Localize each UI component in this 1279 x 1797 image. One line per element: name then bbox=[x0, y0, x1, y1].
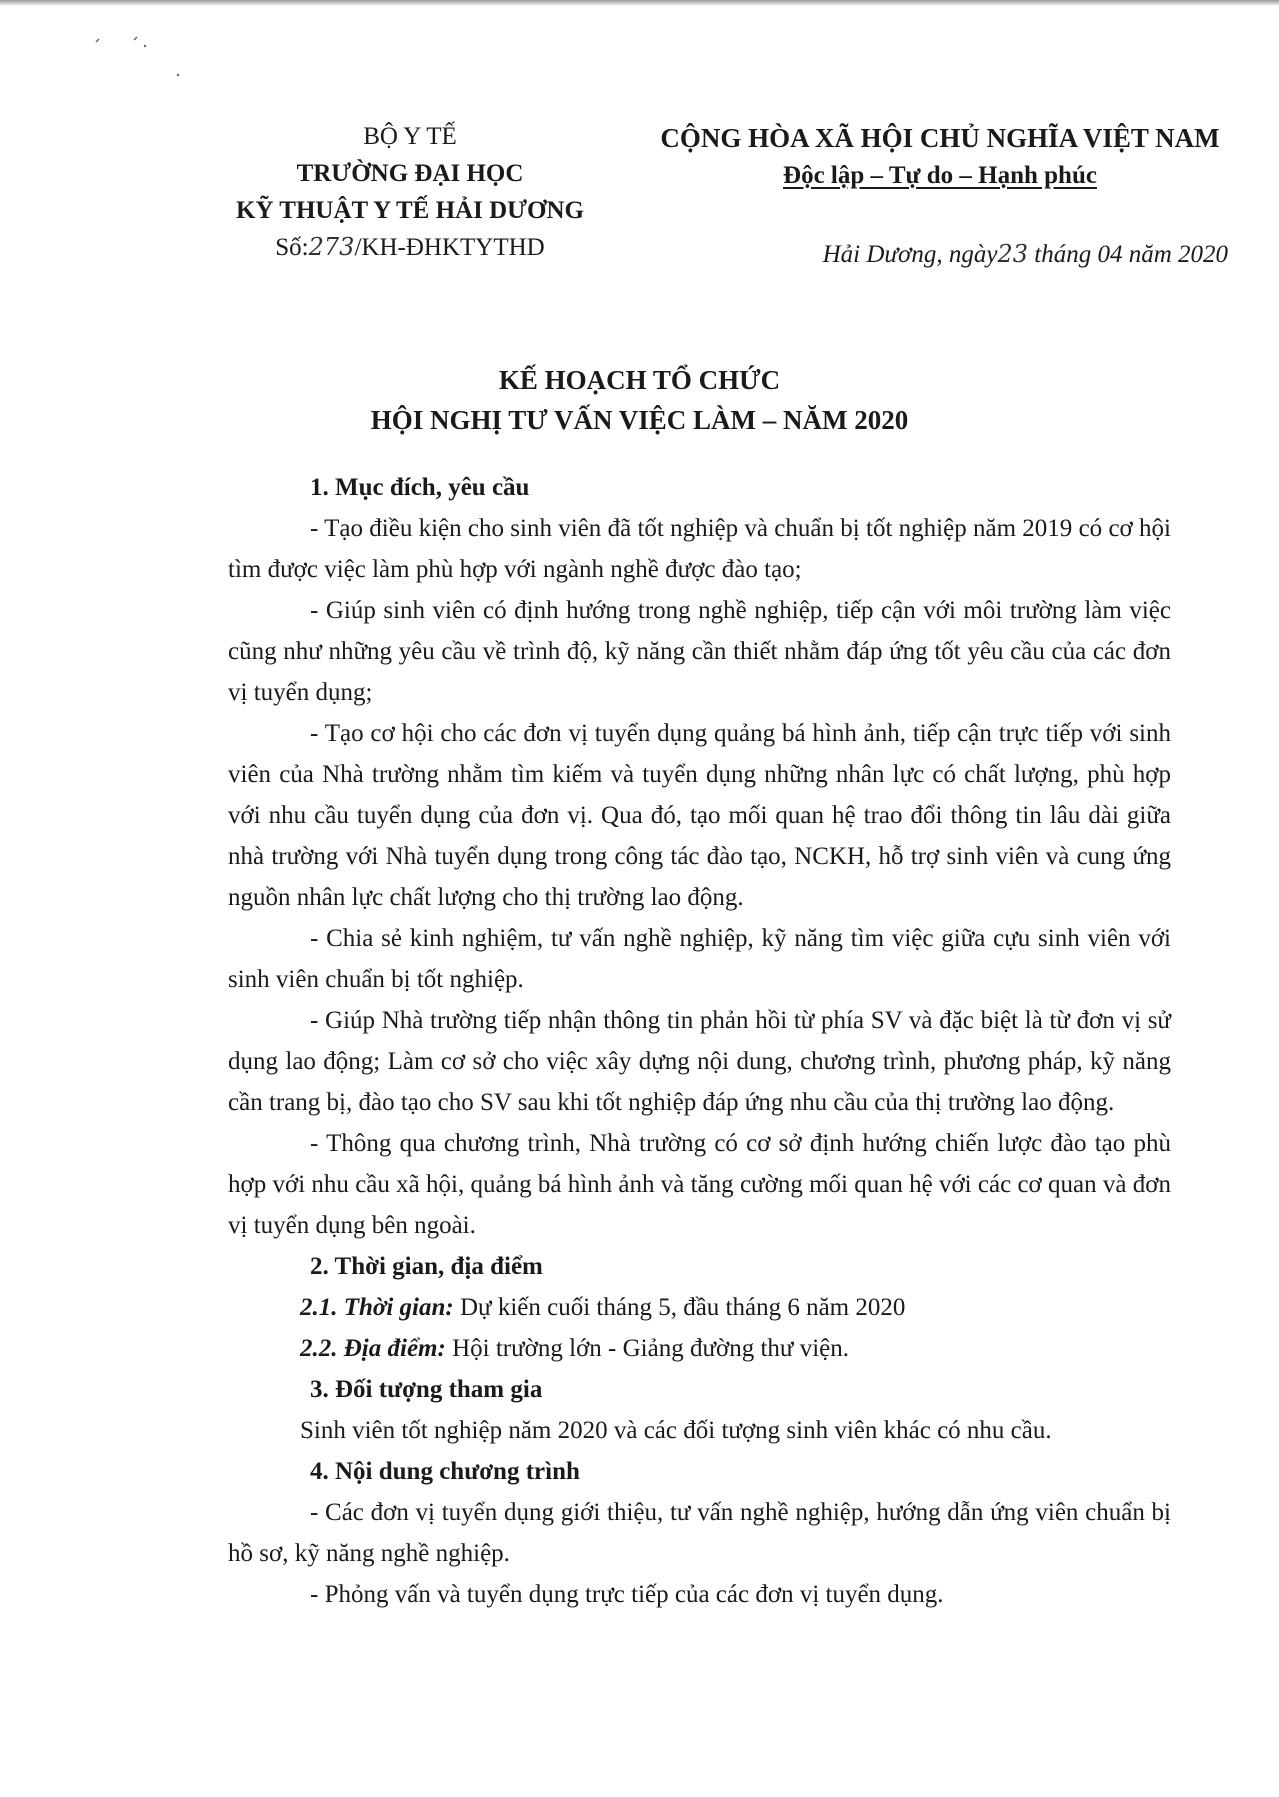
title-line2: HỘI NGHỊ TƯ VẤN VIỆC LÀM – NĂM 2020 bbox=[370, 405, 909, 435]
ref-number-handwritten: 273 bbox=[308, 233, 355, 261]
title-line1: KẾ HOẠCH TỔ CHỨC bbox=[498, 365, 781, 395]
ref-prefix: Số: bbox=[275, 234, 309, 261]
date-day-handwritten: 23 bbox=[997, 240, 1028, 268]
school-name-line1: TRƯỜNG ĐẠI HỌC bbox=[296, 160, 524, 187]
national-heading bbox=[640, 120, 1240, 194]
section-1-paragraph-3: - Tạo cơ hội cho các đơn vị tuyển dụng quảng bá hình ảnh, tiếp cận trực tiếp với sinh viên của Nhà trường nhằm tìm kiếm và tuyển dụng những nhân lực có chất lượng, phù hợp với nhu cầu tuyển dụng của đơn vị. Qua đó, tạo mối quan hệ trao đổi thông tin lâu dài giữa nhà trường với Nhà tuyển dụng trong công tác đào tạo, NCKH, hỗ trợ sinh viên và cung ứng nguồn nhân lực chất lượng cho thị trường lao động. bbox=[228, 720, 1171, 911]
section-4-paragraph-1: - Các đơn vị tuyển dụng giới thiệu, tư vấn nghề nghiệp, hướng dẫn ứng viên chuẩn bị hồ sơ, kỹ năng nghề nghiệp. bbox=[228, 1499, 1171, 1567]
ref-suffix: /KH-ĐHKTYTHD bbox=[354, 234, 545, 261]
section-2-time: 2.1. Thời gian: Dự kiến cuối tháng 5, đầu tháng 6 năm 2020 bbox=[300, 1294, 906, 1321]
section-3-heading: 3. Đối tượng tham gia bbox=[310, 1376, 543, 1403]
ministry-name: BỘ Y TẾ bbox=[363, 123, 457, 150]
section-1-paragraph-6: - Thông qua chương trình, Nhà trường có cơ sở định hướng chiến lược đào tạo phù hợp với nhu cầu xã hội, quảng bá hình ảnh và tăng cường mối quan hệ với các cơ quan và đơn vị tuyển dụng bên ngoài. bbox=[228, 1130, 1171, 1239]
section-1-heading: 1. Mục đích, yêu cầu bbox=[310, 474, 530, 501]
section-1-paragraph-4: - Chia sẻ kinh nghiệm, tư vấn nghề nghiệp, kỹ năng tìm việc giữa cựu sinh viên với sinh viên chuẩn bị tốt nghiệp. bbox=[228, 925, 1171, 993]
place-and-date bbox=[640, 240, 1240, 269]
nation-name: CỘNG HÒA XÃ HỘI CHỦ NGHĨA VIỆT NAM bbox=[660, 123, 1220, 153]
document-number bbox=[200, 229, 620, 266]
issuing-authority bbox=[200, 118, 620, 266]
section-1-paragraph-2: - Giúp sinh viên có định hướng trong nghề nghiệp, tiếp cận với môi trường làm việc cũng như những yêu cầu về trình độ, kỹ năng cần thiết nhằm đáp ứng tốt yêu cầu của các đơn vị tuyển dụng; bbox=[228, 597, 1171, 706]
national-motto: Độc lập – Tự do – Hạnh phúc bbox=[783, 162, 1097, 189]
scan-specks bbox=[0, 0, 200, 90]
section-2-place: 2.2. Địa điểm: Hội trường lớn - Giảng đường thư viện. bbox=[300, 1335, 850, 1362]
school-name-line2: KỸ THUẬT Y TẾ HẢI DƯƠNG bbox=[236, 197, 584, 224]
document-title bbox=[0, 360, 1279, 440]
section-1-paragraph-1: - Tạo điều kiện cho sinh viên đã tốt nghiệp và chuẩn bị tốt nghiệp năm 2019 có cơ hội tìm được việc làm phù hợp với ngành nghề được đào tạo; bbox=[228, 515, 1171, 583]
document-body bbox=[228, 467, 1171, 1615]
section-3-paragraph-1: Sinh viên tốt nghiệp năm 2020 và các đối tượng sinh viên khác có nhu cầu. bbox=[300, 1417, 1052, 1444]
section-2-heading: 2. Thời gian, địa điểm bbox=[310, 1253, 543, 1280]
section-1-paragraph-5: - Giúp Nhà trường tiếp nhận thông tin phản hồi từ phía SV và đặc biệt là từ đơn vị sử dụng lao động; Làm cơ sở cho việc xây dựng nội dung, chương trình, phương pháp, kỹ năng cần trang bị, đào tạo cho SV sau khi tốt nghiệp đáp ứng nhu cầu của thị trường lao động. bbox=[228, 1007, 1171, 1116]
date-suffix: tháng 04 năm 2020 bbox=[1034, 241, 1228, 268]
section-4-heading: 4. Nội dung chương trình bbox=[310, 1458, 580, 1485]
date-prefix: Hải Dương, ngày bbox=[822, 241, 998, 268]
section-4-paragraph-2: - Phỏng vấn và tuyển dụng trực tiếp của các đơn vị tuyển dụng. bbox=[310, 1581, 944, 1608]
